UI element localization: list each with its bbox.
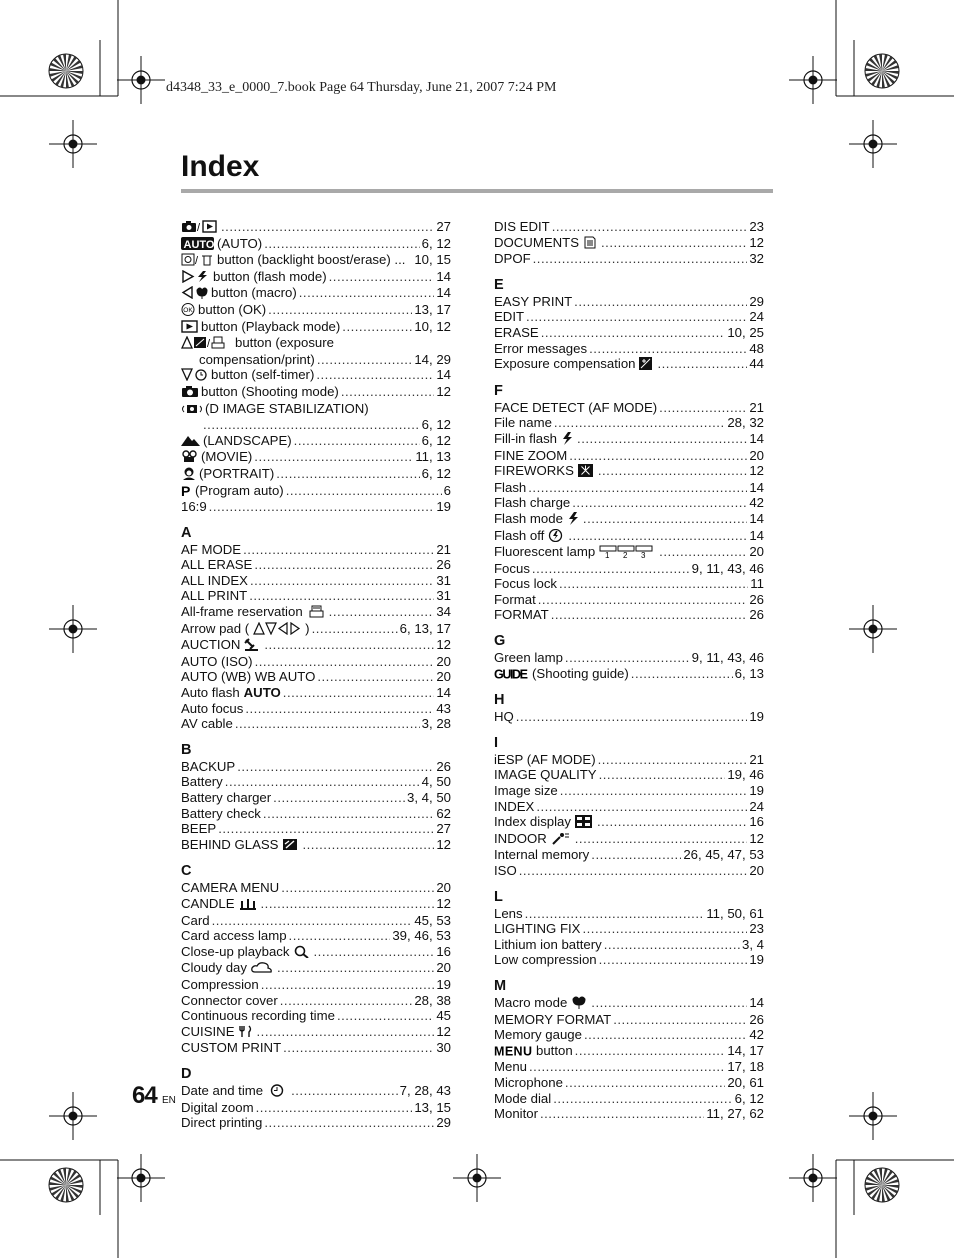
index-entry-text: (LANDSCAPE) [203, 432, 292, 448]
index-entry-pages: 14, 17 [727, 1042, 764, 1058]
index-entry-pages: 12 [436, 637, 451, 653]
index-section-letter: F [494, 382, 503, 399]
index-entry-pages: 26 [749, 591, 764, 607]
index-entry-text: Internal memory [494, 847, 590, 863]
index-section-letter: E [494, 276, 504, 293]
index-entry-pages: 12 [749, 234, 764, 250]
index-entry-text: Green lamp [494, 650, 563, 666]
page-language: EN [162, 1095, 176, 1106]
index-entry-pages: 14 [749, 994, 764, 1010]
index-entry-pages: 14 [749, 510, 764, 526]
index-entry-text: AUCTION [181, 637, 241, 653]
index-entry-pages: 23 [749, 219, 764, 234]
index-entry-text: CUSTOM PRINT [181, 1040, 282, 1056]
index-entry-pages: 13, 15 [414, 1099, 451, 1115]
index-entry-text: button (exposure [235, 335, 334, 351]
index-entry-pages: 6, 12 [421, 465, 451, 481]
index-entry-text: AUTO (ISO) [181, 653, 253, 669]
svg-text:P: P [181, 483, 191, 497]
index-entry-pages: 39, 46, 53 [392, 928, 451, 944]
index-entry-pages: 6, 13 [734, 665, 764, 681]
svg-text:MENU: MENU [494, 1044, 532, 1057]
index-entry-text: Card access lamp [181, 928, 287, 944]
svg-text:1: 1 [605, 551, 610, 559]
index-entry-text: Monitor [494, 1106, 538, 1122]
index-entry-pages: 7, 28, 43 [399, 1082, 451, 1098]
index-entry-pages: 20 [749, 863, 764, 878]
index-entry-text: (Program auto) [195, 482, 284, 498]
index-entry-pages: 14 [436, 285, 451, 301]
registration-crosshair [789, 56, 837, 104]
index-section-letter: A [181, 524, 192, 541]
index-entry-text: FACE DETECT (AF MODE) [494, 399, 658, 415]
index-entry-pages: 20 [749, 544, 764, 560]
svg-text:2: 2 [623, 551, 628, 559]
index-entry-pages: 3, 4 [742, 936, 764, 952]
index-entry-text: Focus lock [494, 576, 558, 592]
index-entry-pages: 3, 4, 50 [407, 790, 451, 805]
index-entry-text: button (flash mode) [213, 268, 327, 284]
index-entry-pages: 20 [436, 880, 451, 896]
index-entry-pages: 30 [436, 1040, 451, 1056]
registration-crosshair [117, 1154, 165, 1202]
index-entry-pages: 27 [436, 219, 451, 234]
star-target-mark [49, 1168, 83, 1202]
index-entry-pages: 34 [436, 604, 451, 620]
index-entry-pages: 29 [436, 1115, 451, 1131]
index-entry-text: Low compression [494, 952, 597, 968]
index-entry-pages: 11, 27, 62 [706, 1106, 764, 1122]
index-entry-pages: 14 [749, 527, 764, 543]
index-entry-pages: 13, 17 [414, 301, 451, 317]
index-entry-pages: 20 [749, 447, 764, 463]
index-entry-pages: 6, 12 [421, 417, 451, 433]
index-entry-text: AV cable [181, 716, 233, 732]
index-entry-text: (PORTRAIT) [199, 465, 275, 481]
index-entry-text: AF MODE [181, 541, 242, 557]
index-entry-pages: 6 [443, 482, 451, 498]
index-entry-pages: 11 [750, 576, 764, 592]
index-entry-pages: 29 [749, 293, 764, 309]
index-entry-text: Battery charger [181, 790, 272, 805]
index-entry-text: Compression [181, 976, 259, 992]
index-section-letter: H [494, 692, 505, 709]
index-entry-pages: 11, 50, 61 [706, 905, 764, 921]
index-entry-pages: 45 [436, 1008, 451, 1024]
svg-text:/: / [197, 222, 201, 233]
index-entry-pages: 9, 11, 43, 46 [691, 650, 764, 666]
index-entry-pages: 14 [749, 430, 764, 446]
index-entry-text: button (backlight boost/erase) ... [217, 252, 406, 268]
index-entry-text: Fluorescent lamp [494, 544, 596, 560]
index-entry-pages: 12 [436, 383, 451, 399]
index-entry-pages: 26 [436, 557, 451, 573]
index-entry-pages: 16 [749, 814, 764, 830]
index-entry-pages: 48 [749, 340, 764, 356]
registration-crosshair [789, 1154, 837, 1202]
registration-crosshair [849, 605, 897, 653]
index-entry-text: 16:9 [181, 499, 207, 515]
index-entry-pages: 14, 29 [414, 351, 451, 367]
index-entry-text: Auto flash [181, 685, 240, 701]
index-entry-text: LIGHTING FIX [494, 921, 581, 937]
index-entry-pages: 24 [749, 309, 764, 325]
star-target-mark [865, 54, 899, 88]
svg-text:3: 3 [641, 551, 646, 559]
index-entry-text: BACKUP [181, 758, 236, 774]
index-section-letter: M [494, 977, 507, 994]
index-entry-pages: 26 [749, 607, 764, 623]
index-entry-pages: 31 [436, 572, 451, 588]
index-entry-text: EDIT [494, 309, 525, 325]
index-entry-text: Lens [494, 905, 523, 921]
index-entry-bold-suffix: AUTO [243, 685, 281, 701]
index-entry-text: (D IMAGE STABILIZATION) [205, 400, 369, 416]
index-entry-text: Index display [494, 814, 571, 830]
registration-crosshair [117, 56, 165, 104]
index-entry-text: File name [494, 415, 552, 431]
index-entry-text: Arrow pad ( [181, 620, 250, 636]
index-entry-text: Flash [494, 479, 527, 495]
index-entry-text: FINE ZOOM [494, 447, 568, 463]
index-entry-text: Auto focus [181, 700, 244, 716]
index-entry-text: Memory gauge [494, 1027, 582, 1043]
index-entry-text: Menu [494, 1059, 527, 1075]
index-entry-text: Lithium ion battery [494, 936, 602, 952]
index-entry-pages: 21 [436, 541, 451, 557]
index-entry-pages: 11, 13 [415, 449, 451, 465]
index-entry-pages: 21 [749, 399, 764, 415]
index-entry-pages: 9, 11, 43, 46 [691, 560, 764, 576]
index-entry-pages: 10, 12 [414, 318, 451, 334]
index-entry-text: Format [494, 591, 536, 607]
index-entry-pages: 31 [436, 588, 451, 604]
index-section-letter: C [181, 863, 192, 880]
index-entry-text: ALL ERASE [181, 557, 253, 573]
index-entry-text: FIREWORKS [494, 463, 574, 479]
svg-text:/: / [195, 255, 199, 267]
index-entry-text: INDEX [494, 798, 535, 814]
file-header: d4348_33_e_0000_7.book Page 64 Thursday, June 21, 2007 7:24 PM [166, 80, 557, 95]
index-entry-text: Date and time [181, 1082, 264, 1098]
index-entry-text: (AUTO) [217, 235, 263, 251]
index-entry-text: Continuous recording time [181, 1008, 335, 1024]
index-entry-text: FORMAT [494, 607, 549, 623]
index-entry-pages: 10, 25 [727, 324, 764, 340]
page-title: Index [181, 150, 260, 183]
index-entry-pages: 12 [749, 830, 764, 846]
index-entry-text: Flash mode [494, 510, 563, 526]
index-entry-text: Fill-in flash [494, 430, 558, 446]
index-entry-text: Flash off [494, 527, 545, 543]
index-entry-text: Mode dial [494, 1090, 552, 1106]
index-entry-text: Error messages [494, 340, 588, 356]
index-entry-pages: 17, 18 [727, 1059, 764, 1075]
index-entry-text: (MOVIE) [201, 449, 253, 465]
registration-crosshair [453, 1154, 501, 1202]
index-entry-text: button (Playback mode) [201, 318, 341, 334]
svg-text:/: / [207, 338, 211, 350]
index-entry-pages: 26 [436, 758, 451, 774]
index-entry-pages: 19 [436, 976, 451, 992]
index-entry-text: ISO [494, 863, 517, 878]
index-entry-text: Battery check [181, 805, 261, 821]
index-entry-pages: 26 [749, 1011, 764, 1027]
index-entry-pages: 28, 38 [414, 992, 451, 1008]
index-entry-pages: 45, 53 [414, 912, 451, 928]
index-entry-pages: 6, 12 [421, 235, 451, 251]
index-entry-text: EASY PRINT [494, 293, 573, 309]
svg-text:AUTO: AUTO [183, 238, 215, 250]
index-section-letter: G [494, 633, 506, 650]
registration-crosshair [849, 120, 897, 168]
index-entry-pages: 14 [436, 268, 451, 284]
index-entry-pages: 20, 61 [727, 1074, 764, 1090]
index-entry-pages: 24 [749, 798, 764, 814]
index-entry-text: Close-up playback [181, 943, 290, 959]
index-entry-text: Image size [494, 783, 558, 799]
index-entry-pages: 12 [749, 463, 764, 479]
index-entry-text: Flash charge [494, 495, 571, 511]
index-entry-text: ERASE [494, 324, 539, 340]
index-entry-text: button (OK) [198, 301, 267, 317]
index-entry-pages: 14 [749, 479, 764, 495]
index-entry-pages: 10, 15 [414, 252, 451, 268]
index-entry-text: HQ [494, 709, 514, 725]
index-entry-pages: 4, 50 [421, 774, 451, 790]
index-entry-text: DOCUMENTS [494, 234, 579, 250]
index-section-letter: D [181, 1065, 192, 1082]
index-section-letter: I [494, 734, 499, 751]
index-entry-pages: 20 [436, 960, 451, 976]
index-entry-pages: 26, 45, 47, 53 [683, 847, 764, 863]
index-entry-pages: 19 [749, 709, 764, 725]
index-entry-pages: 23 [749, 921, 764, 937]
index-entry-pages: 28, 32 [727, 415, 764, 431]
index-entry-text: IMAGE QUALITY [494, 767, 597, 783]
index-entry-text: Connector cover [181, 992, 278, 1008]
svg-text:OK: OK [183, 306, 193, 314]
index-entry-text: DPOF [494, 251, 531, 267]
index-entry-text: DIS EDIT [494, 219, 550, 234]
index-entry-pages: 19, 46 [727, 767, 764, 783]
index-entry-pages: 20 [436, 653, 451, 669]
index-entry-pages: 42 [749, 1027, 764, 1043]
index-entry-text: CUISINE [181, 1023, 235, 1039]
index-entry-pages: 21 [749, 751, 764, 767]
index-entry-text-end: ) [305, 620, 310, 636]
index-entry-text: compensation/print) [199, 351, 315, 367]
index-entry-pages: 32 [749, 251, 764, 267]
index-entry-pages: 44 [749, 356, 764, 372]
index-entry-text: button [536, 1042, 573, 1058]
index-entry-pages: 3, 28 [421, 716, 451, 732]
index-entry-text: All-frame reservation [181, 604, 303, 620]
index-entry-text: Exposure compensation [494, 356, 636, 372]
svg-text:GUIDE: GUIDE [494, 667, 528, 680]
index-entry-text: Card [181, 912, 210, 928]
index-entry-text: Macro mode [494, 994, 568, 1010]
index-entry-text: CAMERA MENU [181, 880, 280, 896]
index-entry-text: Focus [494, 560, 530, 576]
index-entry-pages: 19 [749, 952, 764, 968]
index-entry-text: button (self-timer) [211, 367, 315, 383]
registration-crosshair [49, 120, 97, 168]
index-entry-text: INDOOR [494, 830, 547, 846]
index-entry-text: CANDLE [181, 895, 235, 911]
index-section-letter: L [494, 888, 503, 905]
index-entry-pages: 6, 12 [421, 432, 451, 448]
index-entry-text: Direct printing [181, 1115, 263, 1131]
index-entry-pages: 12 [436, 836, 451, 852]
page-number: 64 [132, 1082, 157, 1109]
index-entry-pages: 19 [436, 499, 451, 515]
index-entry-pages: 14 [436, 367, 451, 383]
index-entry-pages: 6, 13, 17 [399, 620, 451, 636]
index-entry-pages: 42 [749, 495, 764, 511]
index-entry-text: Cloudy day [181, 960, 247, 976]
index-entry-text: button (macro) [211, 285, 297, 301]
index-entry-pages: 19 [749, 783, 764, 799]
index-entry-text: (Shooting guide) [532, 665, 629, 681]
index-entry-pages: 62 [436, 805, 451, 821]
index-section-letter: B [181, 741, 192, 758]
index-entry-pages: 6, 12 [734, 1090, 764, 1106]
index-entry-text: Microphone [494, 1074, 563, 1090]
index-entry-pages: 12 [436, 895, 451, 911]
index-entry-pages: 43 [436, 700, 451, 716]
star-target-mark [865, 1168, 899, 1202]
index-entry-text: MEMORY FORMAT [494, 1011, 612, 1027]
index-entry-text: Digital zoom [181, 1099, 254, 1115]
registration-crosshair [849, 1092, 897, 1140]
star-target-mark [49, 54, 83, 88]
index-entry-pages: 16 [436, 943, 451, 959]
index-entry-text: BEHIND GLASS [181, 836, 279, 852]
index-entry-pages: 14 [436, 685, 451, 701]
index-entry-pages: 12 [436, 1023, 451, 1039]
registration-crosshair [49, 1092, 97, 1140]
index-entry-text: iESP (AF MODE) [494, 751, 596, 767]
index-entry-text: Battery [181, 774, 223, 790]
index-entry-pages: 27 [436, 821, 451, 837]
index-entry-text: BEEP [181, 821, 217, 837]
index-entry-pages: 20 [436, 669, 451, 685]
registration-crosshair [49, 605, 97, 653]
index-entry-text: AUTO (WB) WB AUTO [181, 669, 316, 685]
index-entry-text: ALL PRINT [181, 588, 248, 604]
index-entry-text: button (Shooting mode) [201, 383, 339, 399]
index-entry-text: ALL INDEX [181, 572, 248, 588]
